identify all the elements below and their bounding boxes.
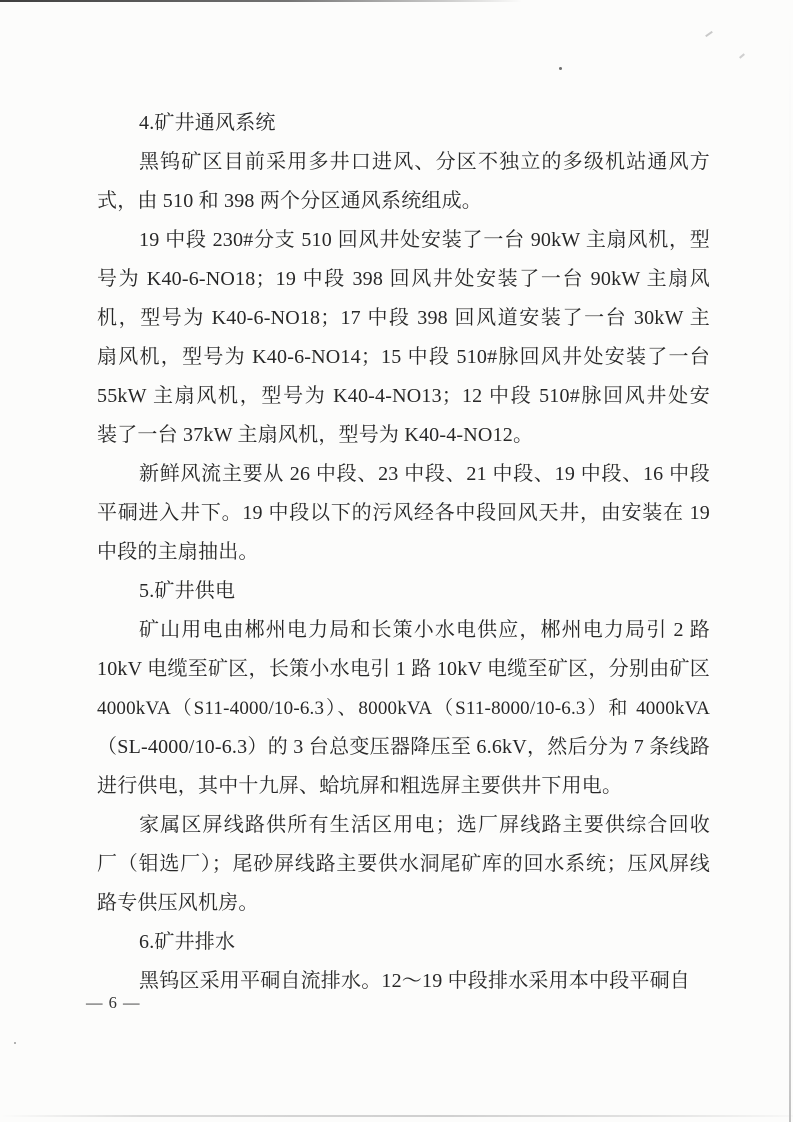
- text-line: 19 中段 230#分支 510 回风井处安装了一台 90kW 主扇风机，型: [139, 229, 710, 251]
- text-line: 式，由 510 和 398 两个分区通风系统组成。: [97, 190, 482, 212]
- text-block: [97, 104, 710, 1001]
- scan-artifact-speck: [739, 53, 745, 58]
- text-line: 矿山用电由郴州电力局和长策小水电供应，郴州电力局引 2 路: [139, 619, 710, 641]
- text-line: 家属区屏线路供所有生活区用电；选厂屏线路主要供综合回收: [139, 814, 710, 836]
- scan-artifact-speck: [14, 1042, 16, 1044]
- page-number: — 6 —: [86, 993, 141, 1012]
- scan-artifact-bottom-edge: [0, 1115, 793, 1117]
- text-line: 55kW 主扇风机，型号为 K40-4-NO13；12 中段 510#脉回风井处安: [97, 385, 710, 407]
- scan-artifact-top-edge: [0, 0, 522, 2]
- text-line: 进行供电，其中十九屏、蛤坑屏和粗选屏主要供井下用电。: [97, 775, 623, 797]
- text-line: 扇风机，型号为 K40-6-NO14；15 中段 510#脉回风井处安装了一台: [97, 346, 710, 368]
- text-line: 10kV 电缆至矿区，长策小水电引 1 路 10kV 电缆至矿区，分别由矿区: [97, 658, 710, 680]
- text-line: 新鲜风流主要从 26 中段、23 中段、21 中段、19 中段、16 中段: [139, 463, 710, 485]
- scan-artifact-right-edge: [789, 0, 791, 1122]
- text-line: 4000kVA（S11-4000/10-6.3）、8000kVA（S11-8000/10-6.3）和 4000kVA: [97, 698, 710, 719]
- text-line: 黑钨矿区目前采用多井口进风、分区不独立的多级机站通风方: [139, 151, 710, 173]
- text-line: （SL-4000/10-6.3）的 3 台总变压器降压至 6.6kV，然后分为 7 条线路: [97, 736, 710, 758]
- section-heading-power-supply: 5.矿井供电: [139, 580, 236, 602]
- text-line: 平硐进入井下。19 中段以下的污风经各中段回风天井，由安装在 19: [97, 502, 710, 524]
- text-line: 路专供压风机房。: [97, 892, 259, 914]
- section-heading-drainage: 6.矿井排水: [139, 931, 236, 953]
- text-line: 黑钨区采用平硐自流排水。12～19 中段排水采用本中段平硐自: [139, 970, 690, 992]
- text-line: 中段的主扇抽出。: [97, 541, 259, 563]
- text-line: 号为 K40-6-NO18；19 中段 398 回风井处安装了一台 90kW 主扇风: [97, 268, 710, 290]
- text-line: 机，型号为 K40-6-NO18；17 中段 398 回风道安装了一台 30kW 主: [97, 307, 710, 329]
- text-line: 厂（钼选厂）；尾砂屏线路主要供水洞尾矿库的回水系统；压风屏线: [97, 853, 710, 875]
- scan-artifact-speck: [559, 67, 562, 70]
- section-heading-ventilation: 4.矿井通风系统: [139, 112, 276, 134]
- scan-artifact-speck: [705, 31, 713, 37]
- text-line: 装了一台 37kW 主扇风机，型号为 K40-4-NO12。: [97, 424, 534, 446]
